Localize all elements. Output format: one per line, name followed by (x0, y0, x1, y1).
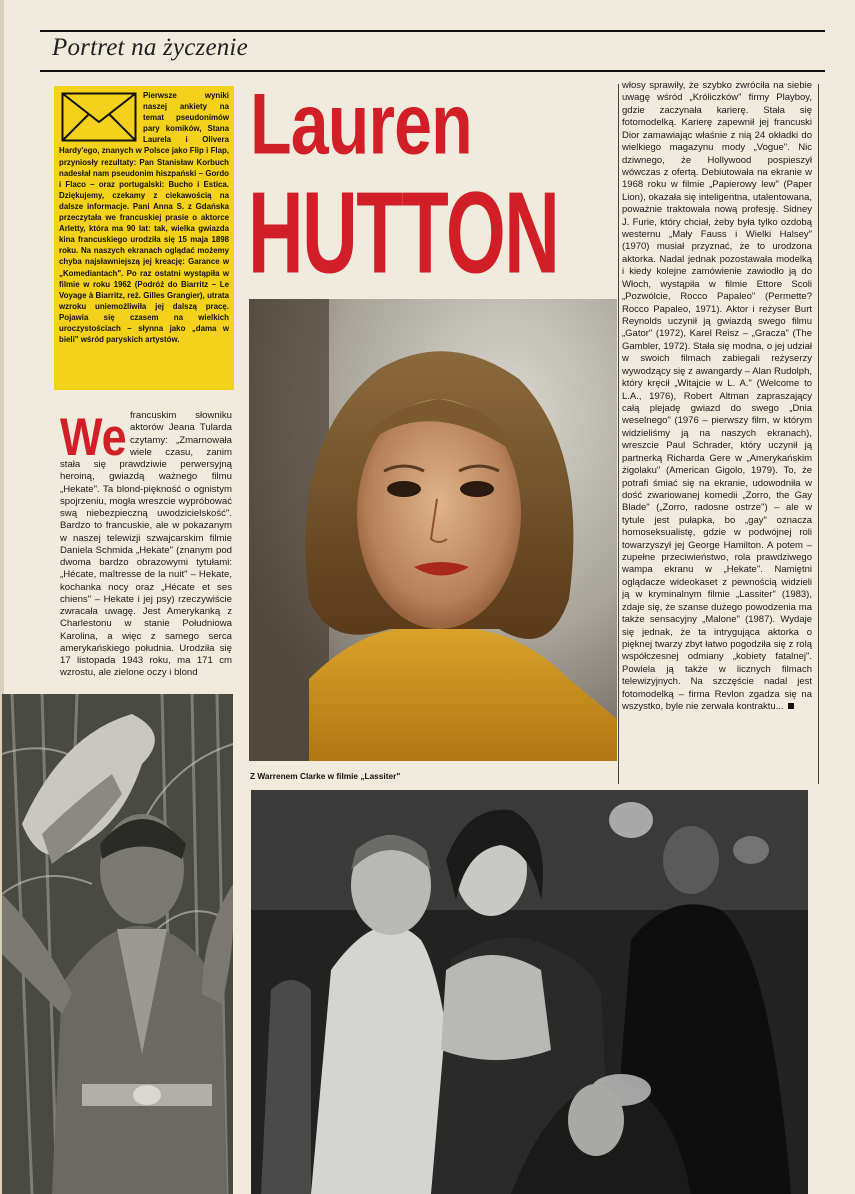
article-right-text: włosy sprawiły, że szybko zwróciła na siebie uwagę wśród „Króliczków" firmy Playboy, gdzie zaczynała karierę. Stała się fotomodelką. Karierę zapewnił jej francuski Dior zamawiając właśnie z nią 24 okładki do wielkiego magazynu mody „Vogue". Nic dziwnego, że Hollywood pospieszył wówczas z ofertą. Debiutowała na ekranie w 1968 roku w filmie „Papierowy lew" (Paper Lion), okazała się inteligentna, utalentowana, poważnie traktowała nową profesję. Sidney J. Furie, który chciał, żeby była tylko ozdobą westernu „Mały Fauss i Wielki Halsey" (1970) musiał przyznać, że to urodzona aktorka. Nadal jednak pozostawała modelką i kiedy kolejne zamówienie zawiodło ją do Włoch, wystąpiła w filmie Ettore Scoli „Pozwólcie, Rocco Papaleo" (Permette? Rocco Papaleo, 1971). Aktor i reżyser Burt Reynolds uczynił ją gwiazdą swego filmu „Gator" (1972), Karel Reisz – „Gracza" (The Gambler, 1972). Stała się modna, o jej udział w swoich filmach zabiegali reżyserzy wywodzący się z awangardy – Alan Rudolph, który kręcił „Witajcie w L. A." (Welcome to L.A., 1976), Robert Altman zapraszający całą plejadę gwiazd do swego „Dnia weselnego" (1976 – pierwszy film, w którym widzieliśmy ją na naszych ekranach), wreszcie Paul Schrader, który uczynił ją partnerką Richarda Gere w „Amerykańskim żigolaku" (American Gigolo, 1979). To, że potrafi śmiać się na ekranie, udowodniła w dość zwariowanej komedii „Zorro, the Gay Blade" („Zorro, radosne ostrze") – ale w tytule jest pułapka, bo „gay" oznacza homoseksualistę, gdzie w podwójnej roli towarzyszył jej George Hamilton. A potem – zupełne przeciwieństwo, rola prawdziwego wampa ekranu w „Hekate". Namiętni oglądacze wideokaset z pewnością widzieli ją w kryminalnym filmie „Lassiter" (1983), zdaje się, że szanse dużego powodzenia ma także sensacyjny „Malone" (1987). Wydaje się jednak, że ta intrygująca aktorka o pięknej twarzy zbyt łatwo pogodziła się z rolą współczesnej odmiany „kobiety fatalnej". Powiela ją także w licznych filmach telewizyjnych. Na szczęście nadal jest fotomodelką – firma Revlon zgadza się na wszystko, byle nie zerwała kontraktu... (622, 80, 812, 713)
announcement-box (54, 86, 234, 390)
envelope-icon (61, 92, 137, 142)
article-left-text: francuskim słowniku aktorów Jeana Tularda czytamy: „Zmarnowała wiele czasu, zanim stała się prawdziwie perwersyjną heroiną, gwiazdą ważnego filmu „Hekate". Ta blond-piękność o ognistym spojrzeniu, mogła wreszcie wypróbować swą niebezpieczną uwodzicielskość". Bardzo to francuskie, ale w pokazanym w naszej telewizji szwajcarskim filmie Daniela Schmida „Hekate" (znanym pod dwoma bardzo obrazowymi tytułami: „Hécate, maîtresse de la nuit" – Hekate, kochanka nocy oraz „Hécate et ses chiens" – Hekate i jej psy) rzeczywiście zwracała uwagę. Jest Amerykanką z Charlestonu w stanie Południowa Karolina, a więc z samego serca amerykańskiego południa. Urodziła się 17 listopada 1943 roku, ma 171 cm wzrostu, ale zielone oczy i blond (60, 410, 232, 679)
photo-caption: Z Warrenem Clarke w filmie „Lassiter" (250, 771, 401, 781)
end-mark (788, 703, 794, 709)
headline-last-name: HUTTON (248, 168, 559, 299)
section-title: Portret na życzenie (52, 34, 248, 61)
header-rule-bottom (40, 70, 825, 72)
parrot-photo (2, 694, 233, 1194)
article-left-column (60, 410, 232, 692)
announcement-text: Pierwsze wyniki naszej ankiety na temat pseudonimów pary komików, Stana Laurela i Olivera Hardy'ego, znanych w Polsce jako Flip i Flap, przyniosły rezultaty: Pan Stanisław Korbuch nadesłał nam pseudonim hiszpański – Gordo i Flaco – oraz portugalski: Bucho i Estica. Dziękujemy, czekamy z ciekawością na dalsze informacje. Pani Anna S. z Gdańska przeczytała we francuskiej prasie o aktorce Arletty, która ma 90 lat: tak, wielka gwiazda kina francuskiego urodziła się 15 maja 1898 roku. Na naszych ekranach oglądać możemy chyba najsławniejszą jej kreację: Garance w „Komediantach". Po raz ostatni wystąpiła w filmie w roku 1962 (Podróż do Biarritz – Le Voyage à Biarritz, reż. Gilles Grangier), utrata wzroku uniemożliwiła jej dalszą pracę. Pojawia się czasem na wielkich uroczystościach – słynna jako „dama w bieli" wśród paryskich artystów. (59, 91, 229, 345)
header-rule-top (40, 30, 825, 32)
portrait-photo (249, 299, 617, 761)
column-rule-left (618, 84, 619, 784)
headline-first-name: Lauren (250, 76, 472, 173)
column-rule-right (818, 84, 819, 784)
article-dropcap: We (60, 410, 127, 467)
lassiter-photo (251, 790, 808, 1194)
article-right-column (622, 80, 812, 790)
